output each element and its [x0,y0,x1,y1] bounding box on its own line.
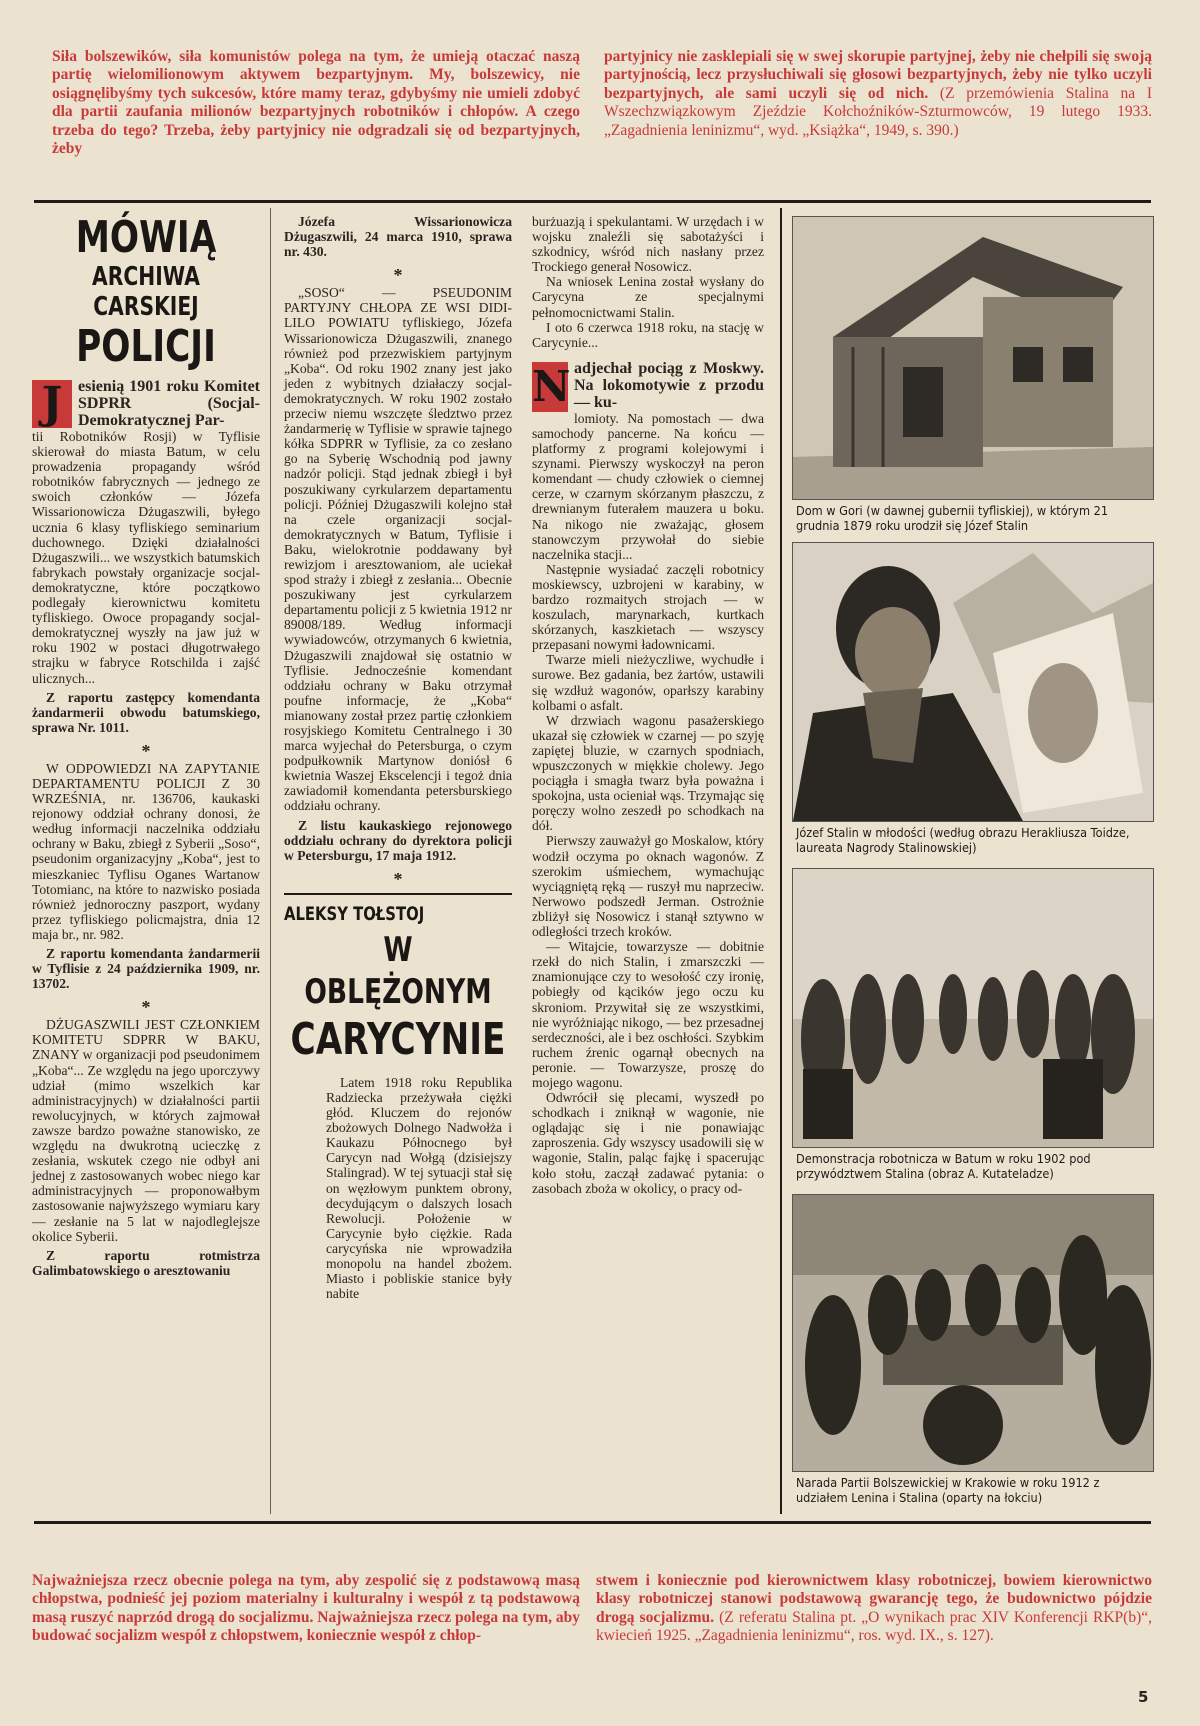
bottom-quote-right [596,1572,1152,1646]
column-2 [284,214,512,1301]
article2-paragraph-6: Następnie wysiadać zaczęli robotnicy moskiewscy, uzbrojeni w karabiny, w bardzo rozmaitych strojach — w koszulach, marynarkach, kurtkach skórzanych, kaszkietach — wszyscy przepasani nowymi ładownicami. [532,561,764,653]
caption-demonstration: Demonstracja robotnicza w Batum w roku 1902 pod przywództwem Stalina (obraz A. Kutateladze) [796,1152,1091,1181]
article1-title-2: ARCHIWA CARSKIEJ [92,262,200,322]
article1-source-2: Z raportu komendanta żandarmerii w Tyflisie z 24 października 1909, nr. 13702. [32,946,260,992]
demonstration-illustration [793,869,1153,1147]
article2-paragraph-2: burżuazją i spekulantami. W urzędach i w wojsku znaleźli się sabotażyści i szkodnicy, wśród nich nasłany przez Trockiego generał Nosowicz. [532,214,764,275]
portrait-illustration [793,543,1153,821]
article1-source-4: Z listu kaukaskiego rejonowego oddziału ochrany do dyrektora policji w Petersburgu, 17 maja 1912. [284,817,512,863]
caption-house: Dom w Gori (w dawnej gubernii tyfliskiej), w którym 21 grudnia 1879 roku urodził się Józef Stalin [796,504,1109,533]
article1-dropcap: J [32,380,72,428]
article2-dropcap: N [532,361,571,411]
page-number: 5 [1138,1688,1149,1706]
article1-paragraph-1: tii Robotników Rosji) w Tyflisie skierował do miasta Batum, w celu prowadzenia propagandy wśród robotników fabrycznych — jednego ze swoich członków — Józefa Wissarionowicza Dżugaszwili, byłego ucznia 6 klasy tyfliskiego seminarium duchownego. Dzięki działalności Dżugaszwili... we wszystkich batumskich fabrykach powstały organizacje socjal-demokratyczne, które początkowo podlegały kierownictwu komitetu tyfliskiego. Owoce propagandy socjal-demokratycznej wyszły na jaw już w roku 1902 w postaci długotrwałego strajku w fabryce Rotschilda i zajść ulicznych... [32,429,260,686]
article2-paragraph-10: — Witajcie, towarzysze — dobitnie rzekł do nich Stalin, i zmarszczki — znamionujące czy to wesołość czy ironię, pobiegły od kącików jego oczu ku skroniom. Przywitał się ze wszystkimi, nie wyróżniając nikogo, — bez przesadnej serdeczności, ale i bez oschłości. Szybkim ruchem źrenic ogarnął obecnych na peronie. — Towarzysze, proszę do mojego wagonu. [532,939,764,1090]
photo-batum-demonstration [792,868,1154,1148]
article2-lead: adjechał pociąg z Moskwy. Na lokomotywie z przodu — ku- [574,359,764,411]
caption-portrait: Józef Stalin w młodości (według obrazu Herakliusza Toidze, laureata Nagrody Stalinowskiej) [796,826,1130,855]
top-quote-right-text: partyjnicy nie zasklepiali się w swej skorupie partyjnej, żeby nie chełpili się swoją partyjnością, lecz przysłuchiwali się głosowi bezpartyjnych, żeby nie tylko uczyli bezpartyjnych, ale sami uczyli się od nich. [604,48,1152,102]
article1-title-3: POLICJI [76,321,216,372]
top-quote-left: Siła bolszewików, siła komunistów polega na tym, że umieją otaczać naszą partię wielomilionowym aktywem bezpartyjnym. My, bolszewicy, nie osiągnęlibyśmy tych sukcesów, które mamy teraz, gdybyśmy nie umieli zdobyć dla partii zaufania milionów bezpartyjnych robotników i chłopów. A czego trzeba do tego? Trzeba, żeby partyjnicy nie odgradzali się od bezpartyjnych, żeby [52,48,580,158]
top-quote-right [604,48,1152,140]
article1-paragraph-3: DŻUGASZWILI JEST CZŁONKIEM KOMITETU SDPRR W BAKU, ZNANY w organizacji pod pseudonimem „Koba“... Ze względu na jego uporczywy udział (mimo wszelkich kar administracyjnych) w działalności partii rewolucyjnych, w których zajmował zawsze bardzo poważne stanowisko, ze względu na dwukrotną ucieczkę z zesłania, wskutek czego nie odbył ani jednej z zastosowanych wobec niego kar administracyjnych — proponowałbym zastosowanie najwyższego wymiaru kary — zesłanie na 5 lat w najodleglejsze okolice Syberii. [32,1017,260,1244]
photo-krakow-meeting [792,1194,1154,1472]
article2-paragraph-3: Na wniosek Lenina został wysłany do Carycyna ze specjalnymi pełnomocnictwami Stalin. [532,274,764,320]
article1-star-2: * [141,997,151,1018]
article1-star-3: * [393,265,403,286]
column-3 [532,214,764,1196]
article1-lead: esienią 1901 roku Komitet SDPRR (Socjal-Demokratycznej Par- [78,378,260,429]
article1-paragraph-4: „SOSO“ — PSEUDONIM PARTYJNY CHŁOPA ZE WSI DIDI-LILO POWIATU tyfliskiego, Józefa Wissarionowicza Dżugaszwili, znanego również pod przezwiskiem partyjnym „Koba“. Od roku 1902 znany jest jako jeden z wybitnych działaczy socjal-demokratycznych. W roku 1902 zostało przeciw niemu wszczęte śledztwo przez żandarmerię w Tyflisie w sprawie tajnego kółka SDPRR w Tyflisie, za co zesłano go na Syberię Wschodnią pod jawny nadzór policji. Stąd jednak zbiegł i był poszukiwany cyrkularzem departamentu policji. Później Dżugaszwili kolejno stał na czele organizacji socjal-demokratycznych w Batum, Tyflisie i Baku, wielokrotnie poddawany był rewizjom i aresztowaniom, ale uciekał spod straży i zbiegł z zesłania... Obecnie poszukiwany jest cyrkularzem departamentu policji z 5 kwietnia 1912 nr 89008/189. Według informacji wywiadowców, otrzymanych 6 kwietnia, Dżugaszwili znajdował się ostatnio w Tyflisie. Jednocześnie komendant oddziału ochrany w Baku otrzymał poufne informacje, że „Koba“ mianowany został przez partię członkiem rosyjskiego Komitetu Centralnego i 30 marca wyjechał do Petersburga, o czym podpułkownik Martynow doniósł 6 kwietnia Waszej Ekscelencji i tegoż dnia zawiadomił komendanta petersburskiego oddziału ochrany. [284,285,512,814]
article2-paragraph-4: I oto 6 czerwca 1918 roku, na stację w Carycynie... [532,319,764,350]
bottom-quote-left: Najważniejsza rzecz obecnie polega na tym, aby zespolić się z podstawową masą chłopstwa, podnieść jej poziom materialny i kulturalny i wespół z tą podstawową masą ruszyć naprzód drogą do socjalizmu. Najważniejsza rzecz polega na tym, aby budować socjalizm wespół z chłopstwem, koniecznie wespół z chłop- [32,1572,580,1645]
article2-title-1: W OBLĘŻONYM [304,929,492,1012]
article1-source-3: Z raportu rotmistrza Galimbatowskiego o aresztowaniu [32,1247,260,1278]
article1-paragraph-2: W ODPOWIEDZI NA ZAPYTANIE DEPARTAMENTU POLICJI Z 30 WRZEŚNIA, nr. 136706, kaukaski rejonowy oddział ochrany donosi, że według informacji naczelnika oddziału ochrany w Baku, zbiegł z Syberii „Soso“, pseudonim organizacyjny „Koba“, jest to mieszkaniec Tyflisu Oganes Wartanow Totomianc, na które to nazwisko posiada również jednoroczny paszport, wydany przez tyfliskiego policmajstra, dnia 12 maja br., nr. 982. [32,760,260,942]
bottom-quote-source: (Z referatu Stalina pt. „O wynikach prac XIV Konferencji RKP(b)“, kwiecień 1925. „Zagadnienia leninizmu“, ros. wyd. IX., s. 127). [596,1608,1153,1645]
article1-star-1: * [141,740,151,761]
bottom-rule [34,1521,1151,1524]
meeting-illustration [793,1195,1153,1471]
article2-author: ALEKSY TOŁSTOJ [284,902,425,925]
bottom-quote-right-text: stwem i koniecznie pod kierownictwem klasy robotniczej, bowiem kierownictwo klasy robotniczej stanowi podstawową gwarancję tego, że budownictwo pójdzie drogą socjalizmu. [596,1572,1152,1626]
column-1 [32,214,260,1278]
photo-young-stalin [792,542,1154,822]
article2-paragraph-9: Pierwszy zauważył go Moskalow, który wodził oczyma po oknach wagonów. Z szerokim uśmiechem, wymachując wyciągniętą ręką — ruszył mu naprzeciw. Nerwowo podszedł Jerman. Ostrożnie zbliżył się Nosowicz i stanął sztywno w odległości trzech kroków. [532,833,764,940]
house-illustration [793,217,1153,499]
photo-house-gori [792,216,1154,500]
article1-star-4: * [393,868,403,889]
top-rule [34,200,1151,203]
article-divider [284,893,512,895]
column-rule-photos [780,208,782,1514]
article2-title-2: CARYCYNIE [290,1013,506,1065]
article2-paragraph-1: Latem 1918 roku Republika Radziecka przeżywała ciężki głód. Kluczem do rejonów zbożowych Dolnego Nadwołża i Kaukazu Północnego był Carycyn nad Wołgą (dzisiejszy Stalingrad). W tej sytuacji stał się on węzłowym punktem obrony, decydującym o dalszych losach Rewolucji. Położenie w Carycynie było ciężkie. Rada carycyńska nie wprowadziła monopolu na handel zbożem. Miasto i pobliskie stanice były nabite [326,1074,512,1302]
article2-paragraph-5: lomioty. Na pomostach — dwa samochody pancerne. Na końcu — platformy z programi kolejowymi i szynami. Pierwszy wyskoczył na peron komendant — chudy człowiek o ciemnej cerze, w czarnym skórzanym płaszczu, z drewnianym futerałem mauzera u boku. Na nikogo nie zważając, głosem stanowczym przywołał do siebie naczelnika stacji... [532,410,764,562]
article1-source-1: Z raportu zastępcy komendanta żandarmerii obwodu batumskiego, sprawa Nr. 1011. [32,689,260,735]
article1-title-1: MÓWIĄ [75,212,217,263]
article2-paragraph-11: Odwrócił się plecami, wyszedł po schodkach i zniknął w wagonie, nie oglądając się i nie ponawiając zaproszenia. Gdy wszyscy usadowili się w wagonie, Stalin, paląc fajkę i spacerując koło stołu, zaczął zadawać pytania: o zasobach zboża w okolicy, o pracy od- [532,1090,764,1196]
caption-meeting: Narada Partii Bolszewickiej w Krakowie w roku 1912 z udziałem Lenina i Stalina (oparty na łokciu) [796,1476,1100,1505]
article2-paragraph-7: Twarze mieli nieżyczliwe, wychudłe i surowe. Bez gadania, bez żartów, ustawili się wzdłuż wagonów, oparłszy karabiny kolbami o asfalt. [532,652,764,713]
column-rule-1 [270,208,271,1514]
article2-paragraph-8: W drzwiach wagonu pasażerskiego ukazał się człowiek w czarnej — po szyję zapiętej bluzie, w czarnych spodniach, wpuszczonych w miękkie cholewy. Jego pociągła i smagła twarz była poważna i spokojna, usta ocieniał wąs. Trzymając się poręczy wolno zeszedł po schodkach na dół. [532,712,764,834]
article1-source-3-cont: Józefa Wissarionowicza Dżugaszwili, 24 marca 1910, sprawa nr. 430. [284,214,512,260]
top-quote-source: (Z przemówienia Stalina na I Wszechzwiązkowym Zjeździe Kołchoźników-Szturmowców, 19 lutego 1933. „Zagadnienia leninizmu“, wyd. „Książka“, 1949, s. 390.) [604,84,1152,139]
